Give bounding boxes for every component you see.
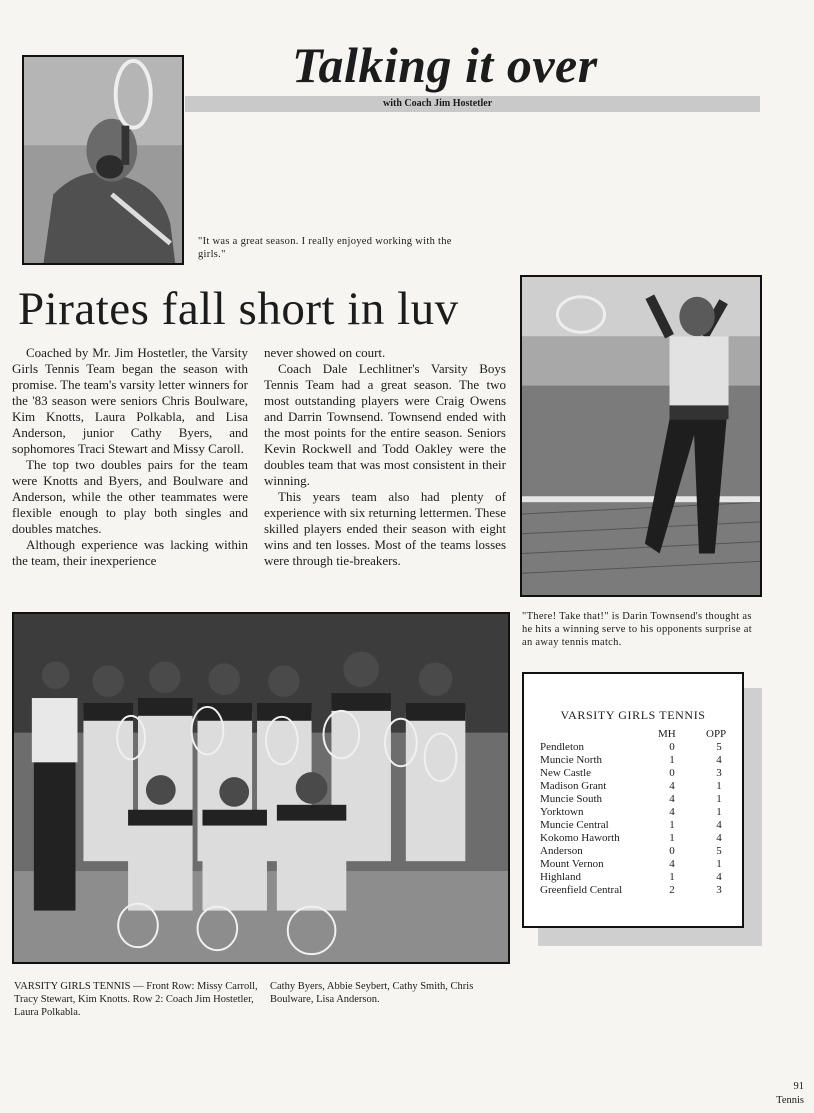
section-subtitle: with Coach Jim Hostetler bbox=[383, 98, 493, 109]
paragraph: Coached by Mr. Jim Hostetler, the Varsity Girls Tennis Team began the season with promise. The team's varsity letter winners for the '83 season were seniors Chris Boulware, Kim Knotts, Laura Polkabla, and Lisa Anderson, junior Cathy Byers, and sophomores Traci Stewart and Missy Caroll. bbox=[12, 345, 248, 456]
serve-photo bbox=[520, 275, 762, 597]
coach-photo bbox=[22, 55, 184, 265]
section-name: Tennis bbox=[776, 1095, 804, 1106]
scoreboard-col-mh: MH bbox=[658, 728, 676, 740]
team-caption-right: Cathy Byers, Abbie Seybert, Cathy Smith, Chris Boulware, Lisa Anderson. bbox=[270, 981, 474, 1005]
score-row: Yorktown 4 1 bbox=[540, 806, 722, 818]
paragraph: This years team also had plenty of experience with six returning lettermen. These skilled players ended their season with eight wins and ten losses. Most of the teams losses were through tie-breakers. bbox=[264, 489, 506, 568]
scoreboard bbox=[522, 672, 744, 928]
subtitle-bar bbox=[185, 96, 760, 112]
serve-caption: "There! Take that!" is Darin Townsend's thought as he hits a winning serve to his opponents surprise at an away tennis match. bbox=[522, 611, 752, 648]
score-row: Greenfield Central 2 3 bbox=[540, 884, 722, 896]
coach-quote: "It was a great season. I really enjoyed working with the girls." bbox=[198, 236, 452, 260]
score-row: Muncie South 4 1 bbox=[540, 793, 722, 805]
paragraph: Coach Dale Lechlitner's Varsity Boys Tennis Team had a great season. The two most outstanding players were Craig Owens and Darrin Townsend. Townsend ended with the most points for the entire season. Seniors Kevin Rockwell and Todd Oakley were the doubles team that was most consistent in their winning. bbox=[264, 361, 506, 488]
page-number: 91 bbox=[793, 1081, 804, 1092]
score-row: Pendleton 0 5 bbox=[540, 741, 722, 753]
score-row: New Castle 0 3 bbox=[540, 767, 722, 779]
score-row: Highland 1 4 bbox=[540, 871, 722, 883]
team-photo bbox=[12, 612, 510, 964]
article-column-1 bbox=[12, 345, 248, 569]
article-column-2 bbox=[264, 345, 506, 569]
score-row: Madison Grant 4 1 bbox=[540, 780, 722, 792]
score-row: Muncie Central 1 4 bbox=[540, 819, 722, 831]
paragraph: never showed on court. bbox=[264, 345, 386, 360]
score-row: Muncie North 1 4 bbox=[540, 754, 722, 766]
article-title: Pirates fall short in luv bbox=[18, 283, 459, 335]
section-headline: Talking it over bbox=[292, 37, 598, 93]
paragraph: The top two doubles pairs for the team were Knotts and Byers, and Boulware and Anderson, while the other teammates were flexible enough to play both singles and doubles matches. bbox=[12, 457, 248, 536]
paragraph: Although experience was lacking within the team, their inexperience bbox=[12, 537, 248, 568]
score-row: Kokomo Haworth 1 4 bbox=[540, 832, 722, 844]
score-row: Anderson 0 5 bbox=[540, 845, 722, 857]
score-row: Mount Vernon 4 1 bbox=[540, 858, 722, 870]
scoreboard-col-opp: OPP bbox=[706, 728, 727, 740]
scoreboard-title: VARSITY GIRLS TENNIS bbox=[560, 708, 706, 722]
team-caption-left: VARSITY GIRLS TENNIS — Front Row: Missy Carroll, Tracy Stewart, Kim Knotts. Row 2: Coach Jim Hostetler, Laura Polkabla. bbox=[14, 981, 258, 1018]
